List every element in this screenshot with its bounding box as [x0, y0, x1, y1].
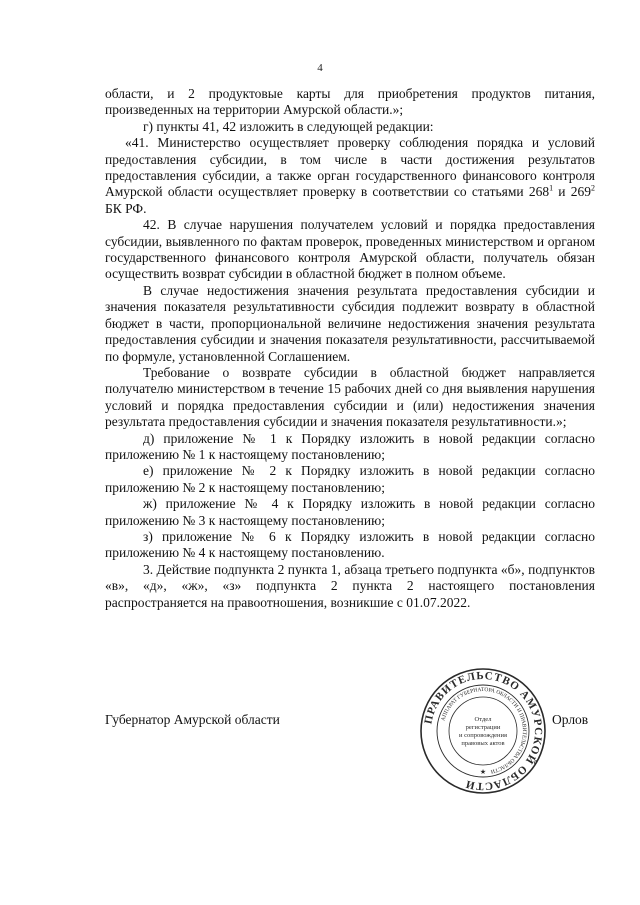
- seal-outer-text-span: ПРАВИТЕЛЬСТВО АМУРСКОЙ ОБЛАСТИ: [422, 669, 545, 793]
- document-body: [105, 86, 595, 611]
- seal-ring-2: [437, 685, 529, 777]
- seal-inner-text-span: АППАРАТ ГУБЕРНАТОРА ОБЛАСТИ И ПРАВИТЕЛЬСТВА ОБЛАСТИ: [440, 686, 528, 775]
- paragraph-3-end: БК РФ.: [105, 200, 147, 216]
- seal-center-line-2: регистрации: [465, 724, 501, 731]
- seal-center-line-1: Отдел: [474, 716, 492, 723]
- superscript-1: 1: [549, 183, 554, 193]
- paragraph-3-text: «41. Министерство осуществляет проверку соблюдения порядка и условий предоставления субсидии, в том числе в части достижения результатов предоставления субсидии, а также орган государственного финансового контроля Амурской области осуществляет проверку в соответствии со статьями 268: [105, 135, 595, 200]
- paragraph-6: Требование о возврате субсидии в областной бюджет направляется получателю министерством в течение 15 рабочих дней со дня выявления нарушения условий и порядка предоставления субсидии и (или) недостижения значения результата предоставления субсидии и значения показателя результативности.»;: [105, 364, 595, 430]
- seal-center-line-3: и сопровождения: [459, 732, 507, 739]
- paragraph-2: г) пункты 41, 42 изложить в следующей редакции:: [143, 118, 434, 134]
- seal-ring-3: [449, 697, 517, 765]
- paragraph-9: ж) приложение № 4 к Порядку изложить в новой редакции согласно приложению № 3 к настоящему постановлению;: [105, 496, 595, 528]
- seal-star-icon: ★: [479, 768, 487, 776]
- paragraph-10: з) приложение № 6 к Порядку изложить в новой редакции согласно приложению № 4 к настоящему постановлению.: [105, 528, 595, 561]
- paragraph-3: [105, 135, 595, 217]
- paragraph-4: 42. В случае нарушения получателем условий и порядка предоставления субсидии, выявленного по фактам проверок, проведенных министерством и органом государственного финансового контроля Амурской области, получатель обязан осуществить возврат субсидии в областной бюджет в полном объеме.: [105, 217, 595, 282]
- official-seal: [418, 666, 548, 796]
- signature-position: Губернатор Амурской области: [105, 712, 280, 727]
- paragraph-11: 3. Действие подпункта 2 пункта 1, абзаца третьего подпункта «б», подпунктов «в», «д», «ж», «з» подпункта 2 пункта 2 настоящего постановления распространяется на правоотношения, возникшие с 01.07.2022.: [105, 561, 595, 610]
- page-number: 4: [317, 62, 323, 74]
- paragraph-3-mid: и 269: [553, 184, 591, 200]
- paragraph-8: е) приложение № 2 к Порядку изложить в новой редакции согласно приложению № 2 к настоящему постановлению;: [105, 463, 595, 495]
- seal-center-line-4: правовых актов: [461, 740, 505, 747]
- paragraph-1: области, и 2 продуктовые карты для приобретения продуктов питания, произведенных на территории Амурской области.»;: [105, 86, 595, 118]
- paragraph-7: д) приложение № 1 к Порядку изложить в новой редакции согласно приложению № 1 к настоящему постановлению;: [105, 430, 595, 462]
- signature-name: Орлов: [552, 712, 589, 727]
- paragraph-5: В случае недостижения значения результата предоставления субсидии и значения показателя результативности субсидия подлежит возврату в областной бюджет в части, пропорциональной величине недостижения значения результата предоставления субсидии и значения показателя результативности, рассчитываемой по формуле, установленной Соглашением.: [105, 282, 595, 364]
- superscript-2: 2: [591, 183, 595, 193]
